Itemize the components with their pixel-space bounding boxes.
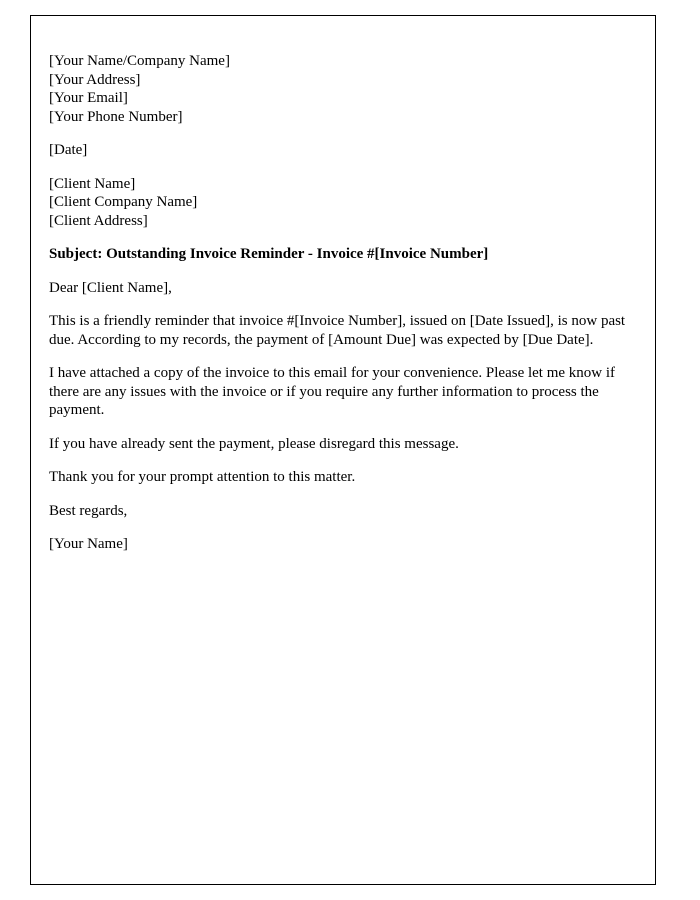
signature: [Your Name]: [49, 536, 128, 552]
recipient-name: [Client Name]: [49, 175, 136, 192]
salutation: Dear [Client Name],: [49, 279, 172, 296]
body-paragraph-2: I have attached a copy of the invoice to this email for your convenience. Please let me know if there are any issues with the invoice or if you require any further information to process the payment.: [49, 365, 616, 418]
letter-date: [Date]: [49, 142, 88, 158]
date-block: [49, 141, 637, 160]
sender-email: [Your Email]: [49, 90, 128, 106]
body-paragraph-1: This is a friendly reminder that invoice #[Invoice Number], issued on [Date Issued], is now past due. According to my records, the payment of [Amount Due] was expected by [Due Date].: [49, 313, 626, 348]
sender-name: [Your Name/Company Name]: [49, 53, 230, 69]
recipient-address: [Client Address]: [49, 212, 148, 229]
letter-document: [30, 15, 656, 885]
body-paragraph-4: Thank you for your prompt attention to this matter.: [49, 469, 356, 485]
body-paragraph-3: If you have already sent the payment, please disregard this message.: [49, 435, 459, 452]
subject-line: Subject: Outstanding Invoice Reminder - Invoice #[Invoice Number]: [49, 246, 489, 262]
recipient-company: [Client Company Name]: [49, 194, 198, 210]
sender-block: [49, 52, 637, 126]
recipient-block: [49, 175, 637, 231]
closing: Best regards,: [49, 502, 128, 519]
sender-phone: [Your Phone Number]: [49, 108, 183, 125]
sender-address: [Your Address]: [49, 71, 141, 88]
